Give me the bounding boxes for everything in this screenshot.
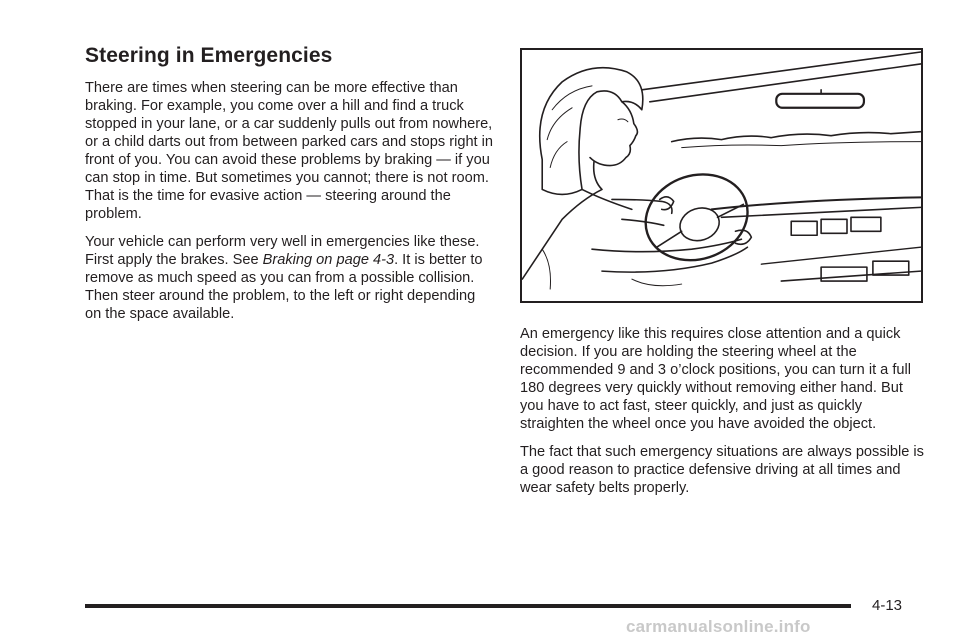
paragraph-vehicle-performance — [85, 233, 495, 323]
driver-steering-illustration — [520, 48, 923, 303]
paragraph-defensive-driving: The fact that such emergency situations are always possible is a good reason to practice defensive driving at all times and wear safety belts properly. — [520, 444, 924, 496]
watermark: carmanualsonline.info — [626, 617, 811, 636]
paragraph-steering-vs-braking: There are times when steering can be more effective than braking. For example, you come over a hill and find a truck stopped in your lane, or a car suddenly pulls out from nowhere, or a child darts out from between parked cars and stops right in front of you. You can avoid these problems by braking — if you can stop in time. But sometimes you cannot; there is not room. That is the time for evasive action — steering around the problem. — [85, 80, 494, 222]
driver-at-wheel-drawing — [522, 50, 921, 301]
paragraph-text: Your vehicle can perform very well in emergencies like these. First apply the brakes. See — [85, 234, 480, 268]
left-column — [85, 44, 495, 333]
paragraph-close-attention: An emergency like this requires close attention and a quick decision. If you are holding the steering wheel at the recommended 9 and 3 o’clock positions, you can turn it a full 180 degrees very quickly without removing either hand. But you have to act fast, steer quickly, and just as quickly straighten the wheel once you have avoided the object. — [520, 326, 912, 432]
right-column — [520, 48, 925, 507]
paragraph-text: . It is better to remove as much speed as you can from a possible collision. Then steer around the problem, to the left or right depending on the space available. — [85, 252, 483, 322]
braking-page-reference-link[interactable]: Braking on page 4-3 — [262, 252, 395, 268]
section-title: Steering in Emergencies — [85, 44, 333, 67]
page-number: 4-13 — [872, 597, 903, 614]
footer-rule — [85, 604, 851, 608]
